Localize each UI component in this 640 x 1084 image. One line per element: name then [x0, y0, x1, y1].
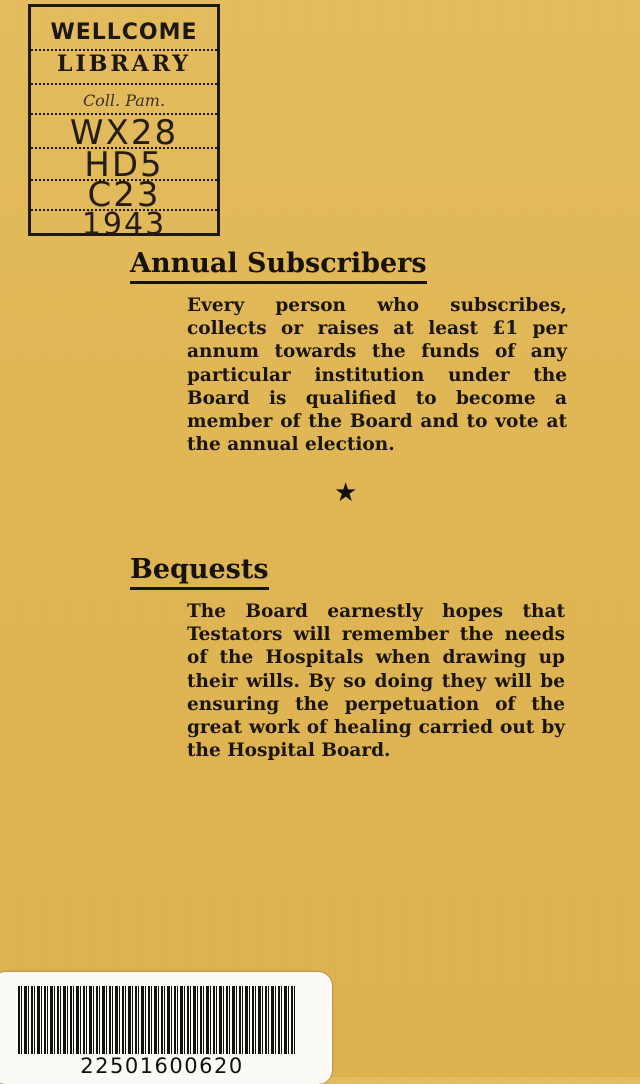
- annual-subscribers-text: Every person who subscribes, collects or raises at least £1 per annum towards the funds of any particular institution under the Board is qualified to become a member of the Board and to vote at the annual election.: [187, 295, 567, 456]
- stamp-collection: Coll. Pam.: [82, 90, 166, 110]
- stamp-institution: WELLCOME: [50, 19, 198, 45]
- stamp-call-number-3: C23: [87, 175, 161, 215]
- heading-underline: [130, 281, 427, 284]
- barcode-icon: [18, 986, 296, 1054]
- stamp-call-number-2: HD5: [84, 145, 164, 185]
- star-icon: ★: [334, 478, 358, 508]
- bequests-text: The Board earnestly hopes that Testators will remember the needs of the Hospitals when drawing up their wills. By so doing they will be ensuring the perpetuation of the great work of healing carried out by the Hospital Board.: [187, 601, 565, 762]
- heading-text: Annual Subscribers: [130, 248, 427, 279]
- annual-subscribers-heading: [130, 248, 427, 284]
- barcode-label: [0, 972, 332, 1084]
- bequests-heading: [130, 554, 269, 590]
- stamp-library: LIBRARY: [56, 51, 192, 77]
- heading-text: Bequests: [130, 554, 269, 585]
- library-stamp: [28, 4, 220, 242]
- barcode-number: 22501600620: [80, 1054, 244, 1078]
- stamp-year: 1943: [81, 206, 167, 242]
- stamp-call-number-1: WX28: [69, 113, 179, 153]
- heading-underline: [130, 587, 269, 590]
